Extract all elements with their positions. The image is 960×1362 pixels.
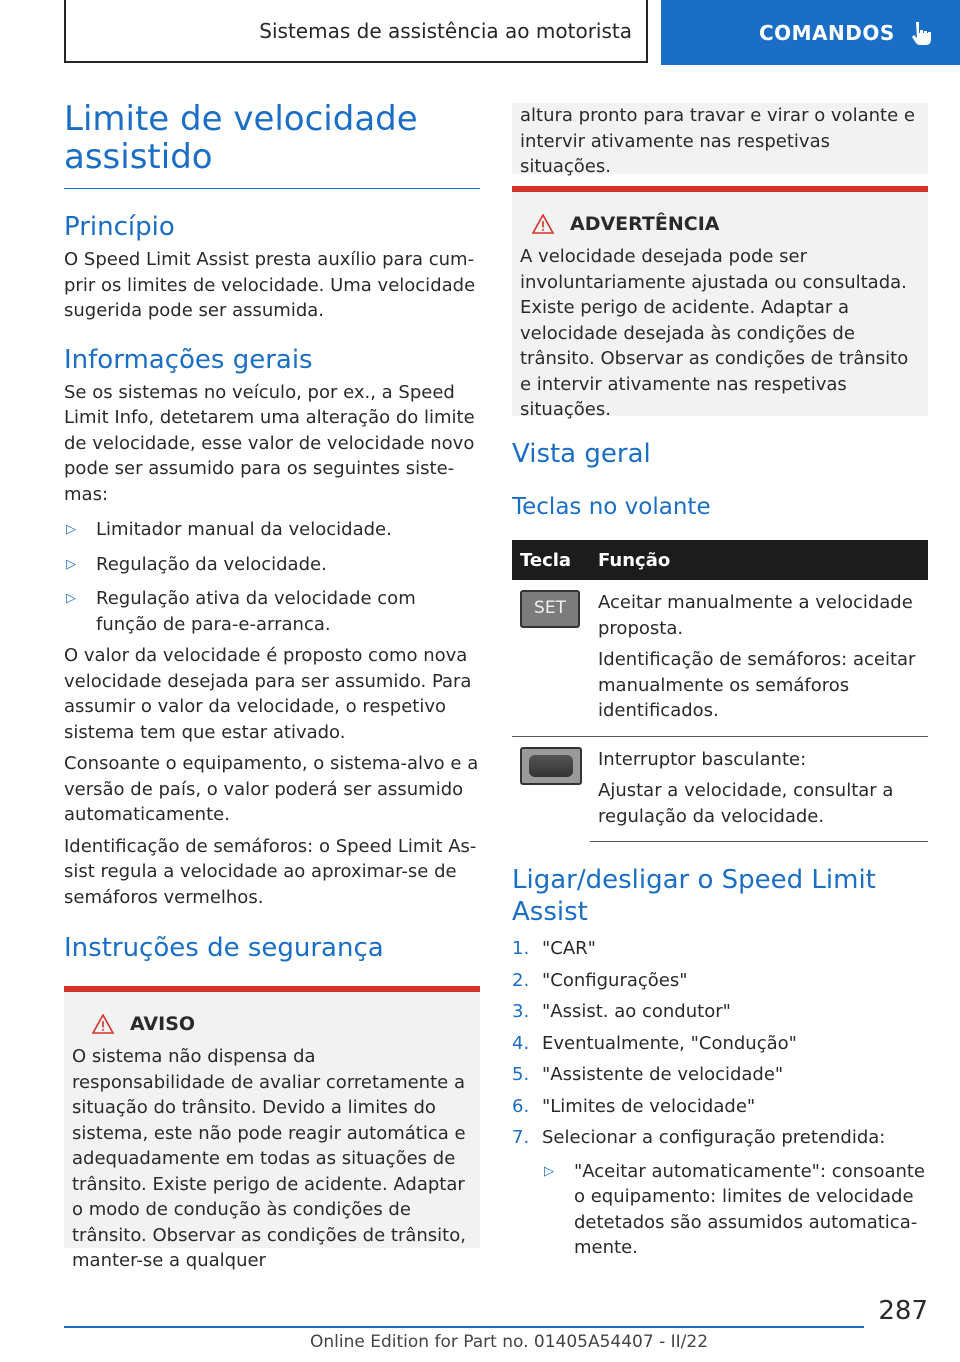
advertencia-title-row <box>520 204 920 244</box>
section-title: Sistemas de assistência ao motorista <box>259 18 632 43</box>
pointing-hand-icon <box>911 20 933 46</box>
rocker-switch-icon <box>520 747 582 785</box>
principle-text: O Speed Limit Assist presta auxílio para cumprir os limites de velocidade. Uma velocidade sugerida pode ser assumida. <box>64 249 476 321</box>
column-header-function: Função <box>590 540 928 580</box>
warning-triangle-icon <box>532 214 554 234</box>
principle-heading: Princípio <box>64 212 175 242</box>
advertencia-title: ADVERTÊNCIA <box>570 213 720 235</box>
keys-heading: Teclas no volante <box>512 494 711 520</box>
table-row <box>512 580 928 736</box>
aviso-continued-text: altura pronto para travar e virar o volante e intervir ativamente nas respetivas situações. <box>520 105 915 177</box>
key-cell <box>512 736 590 842</box>
triangle-bullet-icon: ▷ <box>544 1163 554 1179</box>
function-cell <box>590 736 928 842</box>
paragraph-traffic-lights: Identificação de semáforos: o Speed Limit Assist regula a velocidade ao aproximar-se de semáforos vermelhos. <box>64 835 477 908</box>
triangle-bullet-icon: ▷ <box>66 591 76 606</box>
list-item: ▷ "Aceitar automaticamente": consoante o equipamento: limites de velocidade detetados são assumidos automaticamente. <box>512 1159 928 1261</box>
on-off-heading: Ligar/desligar o Speed Limit Assist <box>512 865 876 927</box>
paragraph-equipment: Consoante o equipamento, o sistema-alvo e a versão de país, o valor poderá ser assumido automaticamente. <box>64 753 479 825</box>
advertencia-box <box>512 186 928 420</box>
systems-list <box>64 517 480 637</box>
column-header-key: Tecla <box>512 540 590 580</box>
left-column <box>64 99 480 1271</box>
footer-rule <box>64 1326 864 1328</box>
function-text: Identificação de semáforos: aceitar manualmente os semáforos identificados. <box>598 649 916 721</box>
key-cell <box>512 580 590 736</box>
chapter-title: COMANDOS <box>759 20 895 45</box>
overview-heading: Vista geral <box>512 439 651 469</box>
paragraph-proposal: O valor da velocidade é proposto como nova velocidade desejada para ser assumido. Para assumir o valor da velocidade, o respetivo sistema tem que estar ativado. <box>64 645 472 743</box>
list-item: 1. "CAR" <box>512 938 596 959</box>
general-info-heading: Informações gerais <box>64 344 313 375</box>
running-header-section <box>64 0 648 63</box>
running-header-chapter <box>661 0 960 65</box>
set-button-icon <box>520 590 580 628</box>
list-item: ▷ Regulação ativa da velocidade com função de para-e-arranca. <box>64 586 480 637</box>
aviso-title-row <box>72 1004 472 1044</box>
list-item: 6. "Limites de velocidade" <box>512 1095 756 1117</box>
aviso-title: AVISO <box>130 1013 196 1035</box>
list-item: 2. "Configurações" <box>512 969 688 991</box>
aviso-continued-box <box>512 103 928 177</box>
aviso-text: O sistema não dispensa da responsabilidade de avaliar corretamente a situação do trânsito. Devido a limites do sistema, este não pode reagir automática e adequadamente em todas as situações de trânsito. Existe perigo de acidente. Adaptar o modo de condução às condições de trânsito. Observar as condições de trânsito, manter-se a qualquer <box>72 1046 466 1271</box>
table-row <box>512 736 928 842</box>
list-item: 3. "Assist. ao condutor" <box>512 1001 731 1022</box>
aviso-box <box>64 986 480 1271</box>
function-cell <box>590 580 928 736</box>
list-item: 5. "Assistente de velocidade" <box>512 1064 784 1085</box>
function-text: Aceitar manualmente a velocidade proposta. <box>598 592 913 639</box>
edition-footer: Online Edition for Part no. 01405A54407 - II/22 <box>310 1332 709 1352</box>
triangle-bullet-icon: ▷ <box>66 556 76 572</box>
safety-heading: Instruções de segurança <box>64 933 384 963</box>
advertencia-text: A velocidade desejada pode ser involuntariamente ajustada ou consultada. Existe perigo de acidente. Adaptar a velocidade desejada às condições de trânsito. Observar as condições de trânsito e intervir ativamente nas respetivas situações. <box>520 246 909 420</box>
triangle-bullet-icon: ▷ <box>66 522 76 537</box>
right-column <box>512 103 928 1261</box>
set-key-label: SET <box>534 598 566 619</box>
page-title: Limite de velocidade assistido <box>64 100 480 189</box>
keys-table <box>512 540 928 842</box>
function-text: Interruptor basculante: <box>598 748 807 770</box>
list-item: ▷ Limitador manual da velocidade. <box>64 517 480 543</box>
list-item: ▷ Regulação da velocidade. <box>64 552 480 578</box>
warning-triangle-icon <box>92 1014 114 1034</box>
page-number: 287 <box>878 1296 928 1326</box>
general-info-text: Se os sistemas no veículo, por ex., a Speed Limit Info, detetarem uma alteração do limite de velocidade, esse valor de velocidade novo pode ser assumido para os seguintes sistemas: <box>64 381 475 505</box>
function-text: Ajustar a velocidade, consultar a regulação da velocidade. <box>598 780 894 827</box>
steps-list <box>512 936 928 1261</box>
list-item: 4. Eventualmente, "Condução" <box>512 1032 797 1054</box>
table-header-row <box>512 540 928 580</box>
list-item: 7. Selecionar a configuração pretendida: <box>512 1127 886 1148</box>
